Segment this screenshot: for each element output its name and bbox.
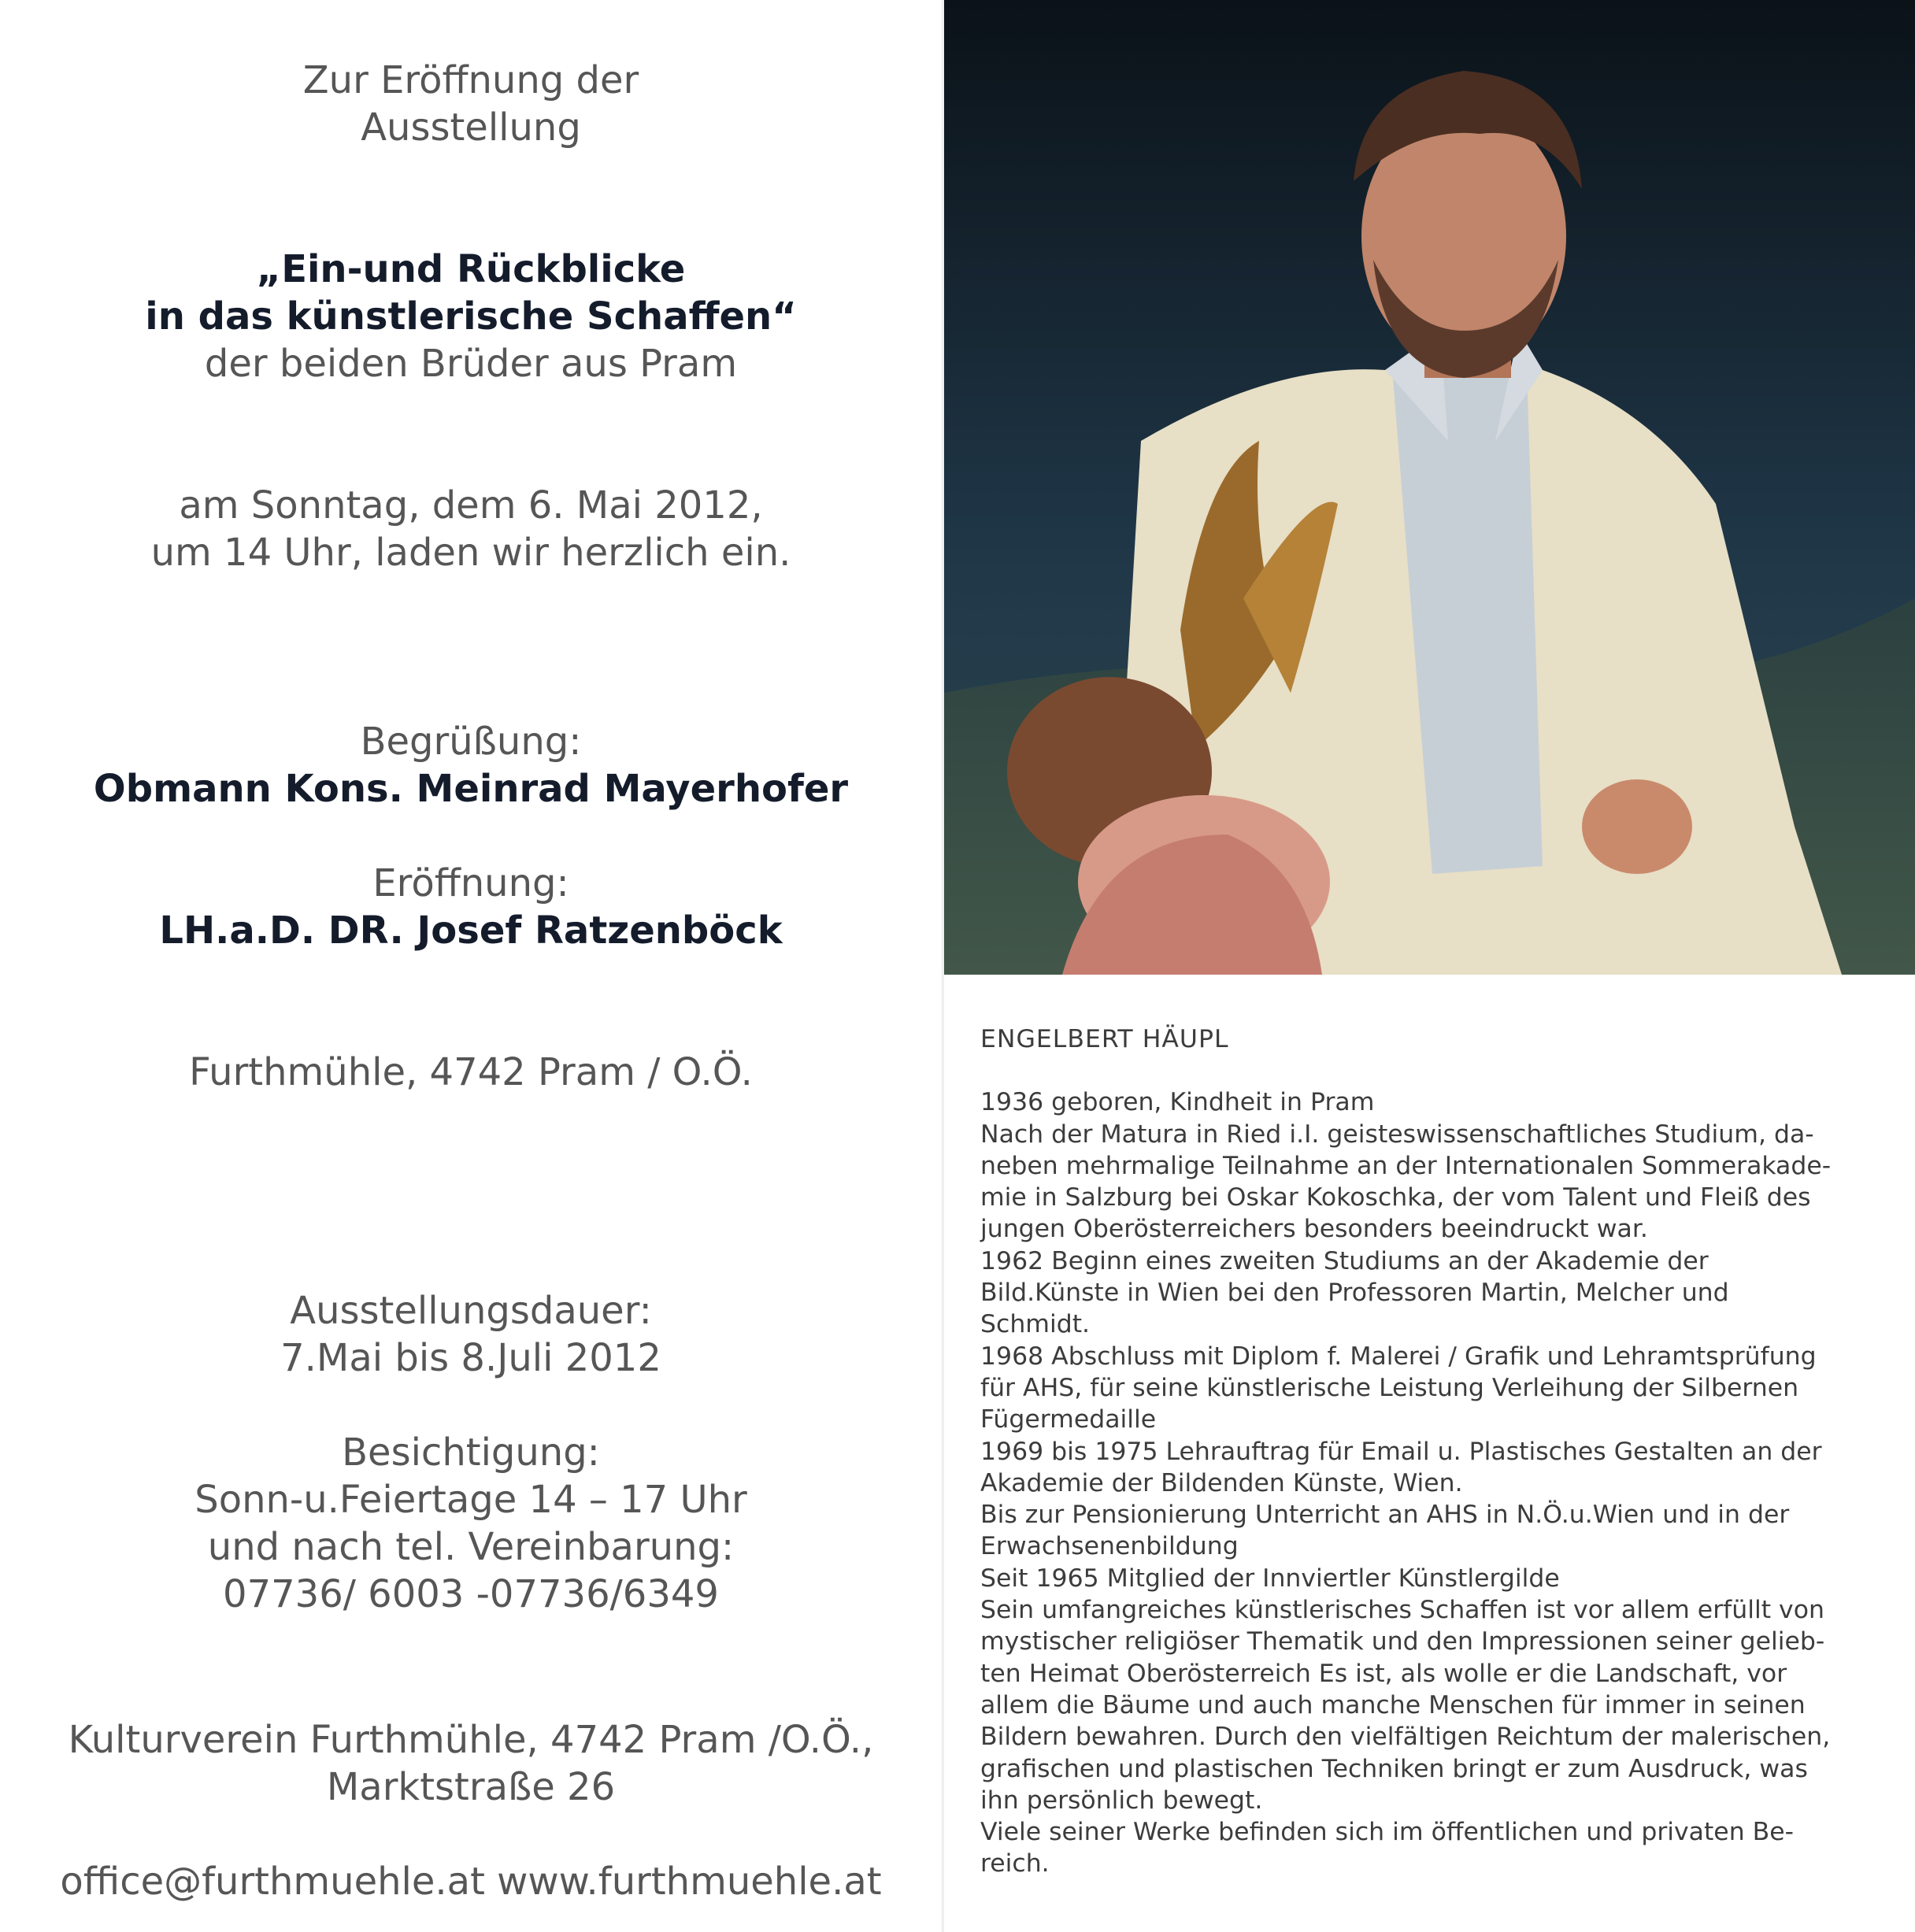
visit-label: Besichtigung: bbox=[342, 1430, 600, 1475]
biography-line: 1936 geboren, Kindheit in Pram bbox=[980, 1088, 1375, 1117]
opening-label: Eröffnung: bbox=[372, 861, 569, 905]
biography-lines bbox=[980, 1086, 1902, 1879]
biography-line: Fügermedaille bbox=[980, 1405, 1157, 1434]
biography-line: ten Heimat Oberösterreich Es ist, als wolle er die Landschaft, vor bbox=[980, 1659, 1787, 1688]
biography-line: Viele seiner Werke befinden sich im öffentlichen und privaten Be- bbox=[980, 1818, 1795, 1847]
invitation-panel bbox=[0, 0, 942, 1932]
biography-line: Sein umfangreiches künstlerisches Schaffen ist vor allem erfüllt von bbox=[980, 1596, 1824, 1625]
biography-line: grafischen und plastischen Techniken bringt er zum Ausdruck, was bbox=[980, 1754, 1808, 1783]
biography-line: Seit 1965 Mitglied der Innviertler Künstlergilde bbox=[980, 1564, 1560, 1593]
intro-line: Zur Eröffnung der bbox=[302, 58, 639, 102]
biography-line: allem die Bäume und auch manche Menschen für immer in seinen bbox=[980, 1690, 1806, 1719]
biography-line: Erwachsenenbildung bbox=[980, 1532, 1239, 1561]
exhibition-title: „Ein-und Rückblicke bbox=[256, 247, 686, 291]
biography-line: für AHS, für seine künstlerische Leistung Verleihung der Silbernen bbox=[980, 1373, 1799, 1402]
biography-line: ihn persönlich bewegt. bbox=[980, 1786, 1263, 1815]
biography-line: reich. bbox=[980, 1849, 1050, 1878]
venue: Furthmühle, 4742 Pram / O.Ö. bbox=[189, 1050, 753, 1094]
artist-name: ENGELBERT HÄUPL bbox=[980, 1025, 1229, 1053]
duration-label: Ausstellungsdauer: bbox=[290, 1289, 652, 1333]
biography-panel bbox=[944, 0, 1915, 1932]
address: Kulturverein Furthmühle, 4742 Pram /O.Ö., bbox=[68, 1718, 874, 1762]
exhibition-title: in das künstlerische Schaffen“ bbox=[145, 294, 797, 339]
duration-value: 7.Mai bis 8.Juli 2012 bbox=[280, 1336, 661, 1380]
greeting-name: Obmann Kons. Meinrad Mayerhofer bbox=[93, 767, 849, 811]
biography-line: neben mehrmalige Teilnahme an der Internationalen Sommerakade- bbox=[980, 1151, 1832, 1180]
biography-line: Bis zur Pensionierung Unterricht an AHS in N.Ö.u.Wien und in der bbox=[980, 1501, 1790, 1530]
address: Marktstraße 26 bbox=[326, 1765, 616, 1809]
biography-line: 1962 Beginn eines zweiten Studiums an der Akademie der bbox=[980, 1246, 1709, 1275]
biography-line: jungen Oberösterreichers besonders beeindruckt war. bbox=[980, 1215, 1648, 1244]
biography-text bbox=[980, 1023, 1902, 1880]
biography-line: mystischer religiöser Thematik und den Impressionen seiner gelieb- bbox=[980, 1627, 1825, 1656]
visit-hours: Sonn-u.Feiertage 14 – 17 Uhr bbox=[194, 1478, 747, 1522]
biography-line: Bildern bewahren. Durch den vielfältigen Reichtum der malerischen, bbox=[980, 1723, 1831, 1752]
artist-photo bbox=[944, 0, 1915, 975]
biography-line: mie in Salzburg bei Oskar Kokoschka, der vom Talent und Fleiß des bbox=[980, 1183, 1811, 1212]
phone-numbers: 07736/ 6003 -07736/6349 bbox=[223, 1572, 719, 1616]
opening-name: LH.a.D. DR. Josef Ratzenböck bbox=[159, 909, 783, 953]
event-date: am Sonntag, dem 6. Mai 2012, bbox=[179, 483, 763, 527]
event-date: um 14 Uhr, laden wir herzlich ein. bbox=[150, 531, 791, 575]
biography-line: 1968 Abschluss mit Diplom f. Malerei / Grafik und Lehramtsprüfung bbox=[980, 1342, 1817, 1371]
visit-appointment: und nach tel. Vereinbarung: bbox=[207, 1525, 735, 1569]
biography-line: Nach der Matura in Ried i.I. geisteswissenschaftliches Studium, da- bbox=[980, 1120, 1814, 1149]
biography-line: Akademie der Bildenden Künste, Wien. bbox=[980, 1468, 1463, 1497]
contact-links: office@furthmuehle.at www.furthmuehle.at bbox=[60, 1860, 882, 1904]
biography-line: Schmidt. bbox=[980, 1310, 1091, 1339]
intro-line: Ausstellung bbox=[361, 105, 581, 150]
biography-line: 1969 bis 1975 Lehrauftrag für Email u. Plastisches Gestalten an der bbox=[980, 1437, 1822, 1466]
exhibition-subtitle: der beiden Brüder aus Pram bbox=[204, 342, 738, 386]
artist-photo-illustration bbox=[944, 0, 1915, 975]
biography-line: Bild.Künste in Wien bei den Professoren Martin, Melcher und bbox=[980, 1279, 1729, 1308]
greeting-label: Begrüßung: bbox=[360, 720, 582, 764]
